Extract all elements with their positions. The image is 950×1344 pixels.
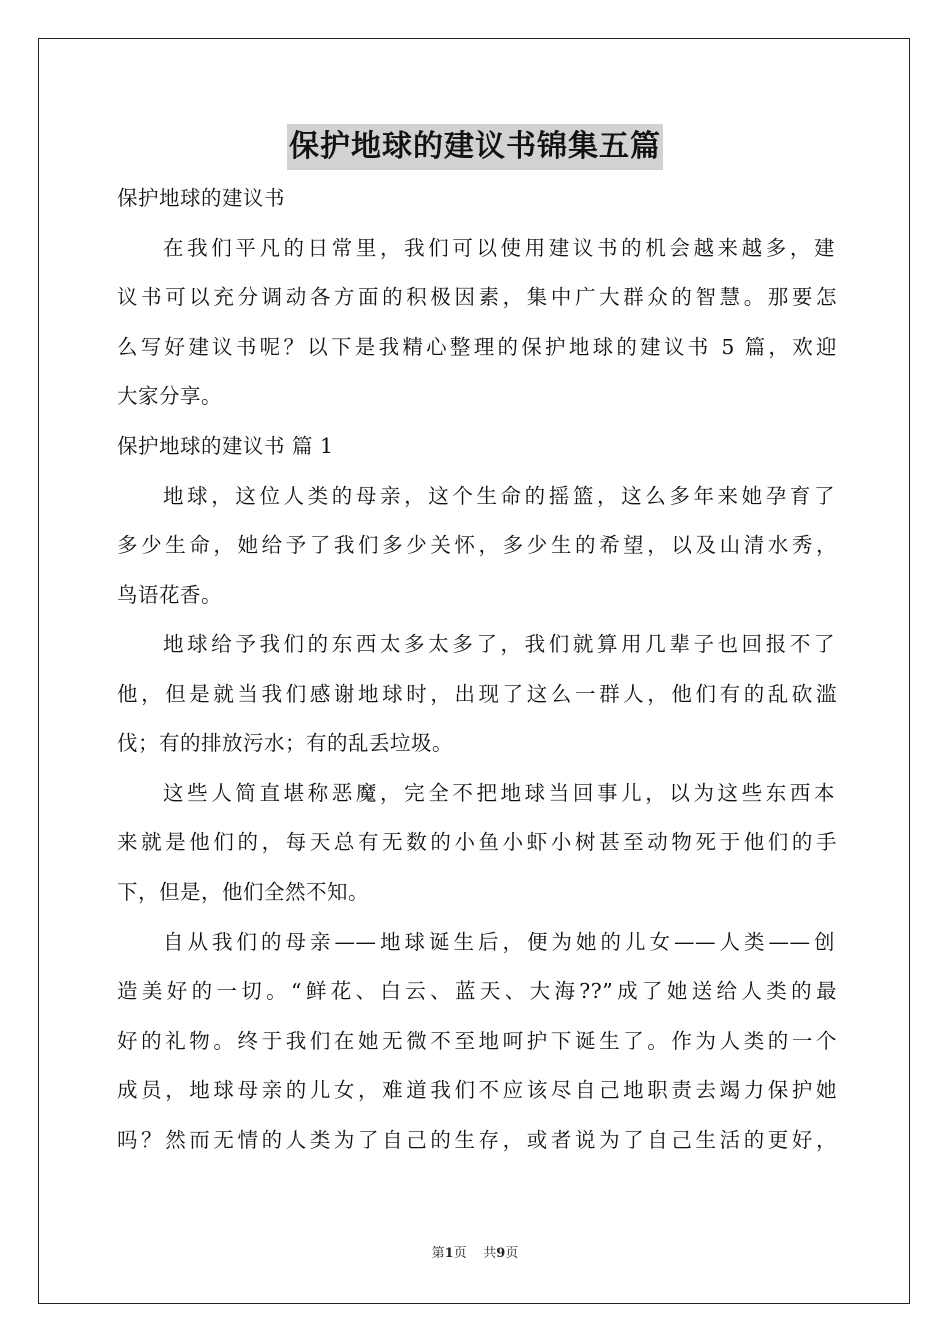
doc-heading: 保护地球的建议书 [117,186,285,210]
paragraph-line: 地球给予我们的东西太多太多了，我们就算用几辈子也回报不了 [163,632,835,656]
footer-total-number: 9 [496,1246,506,1261]
paragraph-line: 自从我们的母亲——地球诞生后，便为她的儿女——人类——创 [163,930,835,954]
paragraph-line: 这些人简直堪称恶魔，完全不把地球当回事儿，以为这些东西本 [163,781,835,805]
paragraph-line: 议书可以充分调动各方面的积极因素，集中广大群众的智慧。那要怎 [117,285,837,309]
paragraph-line: 鸟语花香。 [117,583,222,607]
paragraph-line: 下，但是，他们全然不知。 [117,880,369,904]
paragraph-line: 造美好的一切。“鲜花、白云、蓝天、大海??”成了她送给人类的最 [117,979,837,1003]
paragraph-line: 大家分享。 [117,384,222,408]
document-title: 保护地球的建议书锦集五篇 [287,124,663,170]
paragraph-line: 地球，这位人类的母亲，这个生命的摇篮，这么多年来她孕育了 [163,484,835,508]
footer-page-number: 1 [444,1246,454,1261]
section-heading: 保护地球的建议书 篇 1 [117,434,334,458]
paragraph-line: 好的礼物。终于我们在她无微不至地呵护下诞生了。作为人类的一个 [117,1029,837,1053]
paragraph-line: 伐；有的排放污水；有的乱丢垃圾。 [117,731,453,755]
footer-page-prefix: 第 [431,1246,445,1261]
footer-total-prefix: 共 [483,1246,497,1261]
page-footer [0,1244,950,1264]
paragraph-line: 来就是他们的，每天总有无数的小鱼小虾小树甚至动物死于他们的手 [117,830,837,854]
paragraph-line: 吗？然而无情的人类为了自己的生存，或者说为了自己生活的更好， [117,1128,837,1152]
title-container [0,124,950,170]
paragraph-line: 多少生命，她给予了我们多少关怀，多少生的希望，以及山清水秀， [117,533,837,557]
footer-total-suffix: 页 [505,1246,519,1261]
paragraph-line: 他，但是就当我们感谢地球时，出现了这么一群人，他们有的乱砍滥 [117,682,837,706]
footer-page-suffix: 页 [453,1246,467,1261]
paragraph-line: 在我们平凡的日常里，我们可以使用建议书的机会越来越多，建 [163,236,835,260]
paragraph-line: 成员，地球母亲的儿女，难道我们不应该尽自己地职责去竭力保护她 [117,1078,837,1102]
paragraph-line: 么写好建议书呢？以下是我精心整理的保护地球的建议书 5 篇，欢迎 [117,335,837,359]
